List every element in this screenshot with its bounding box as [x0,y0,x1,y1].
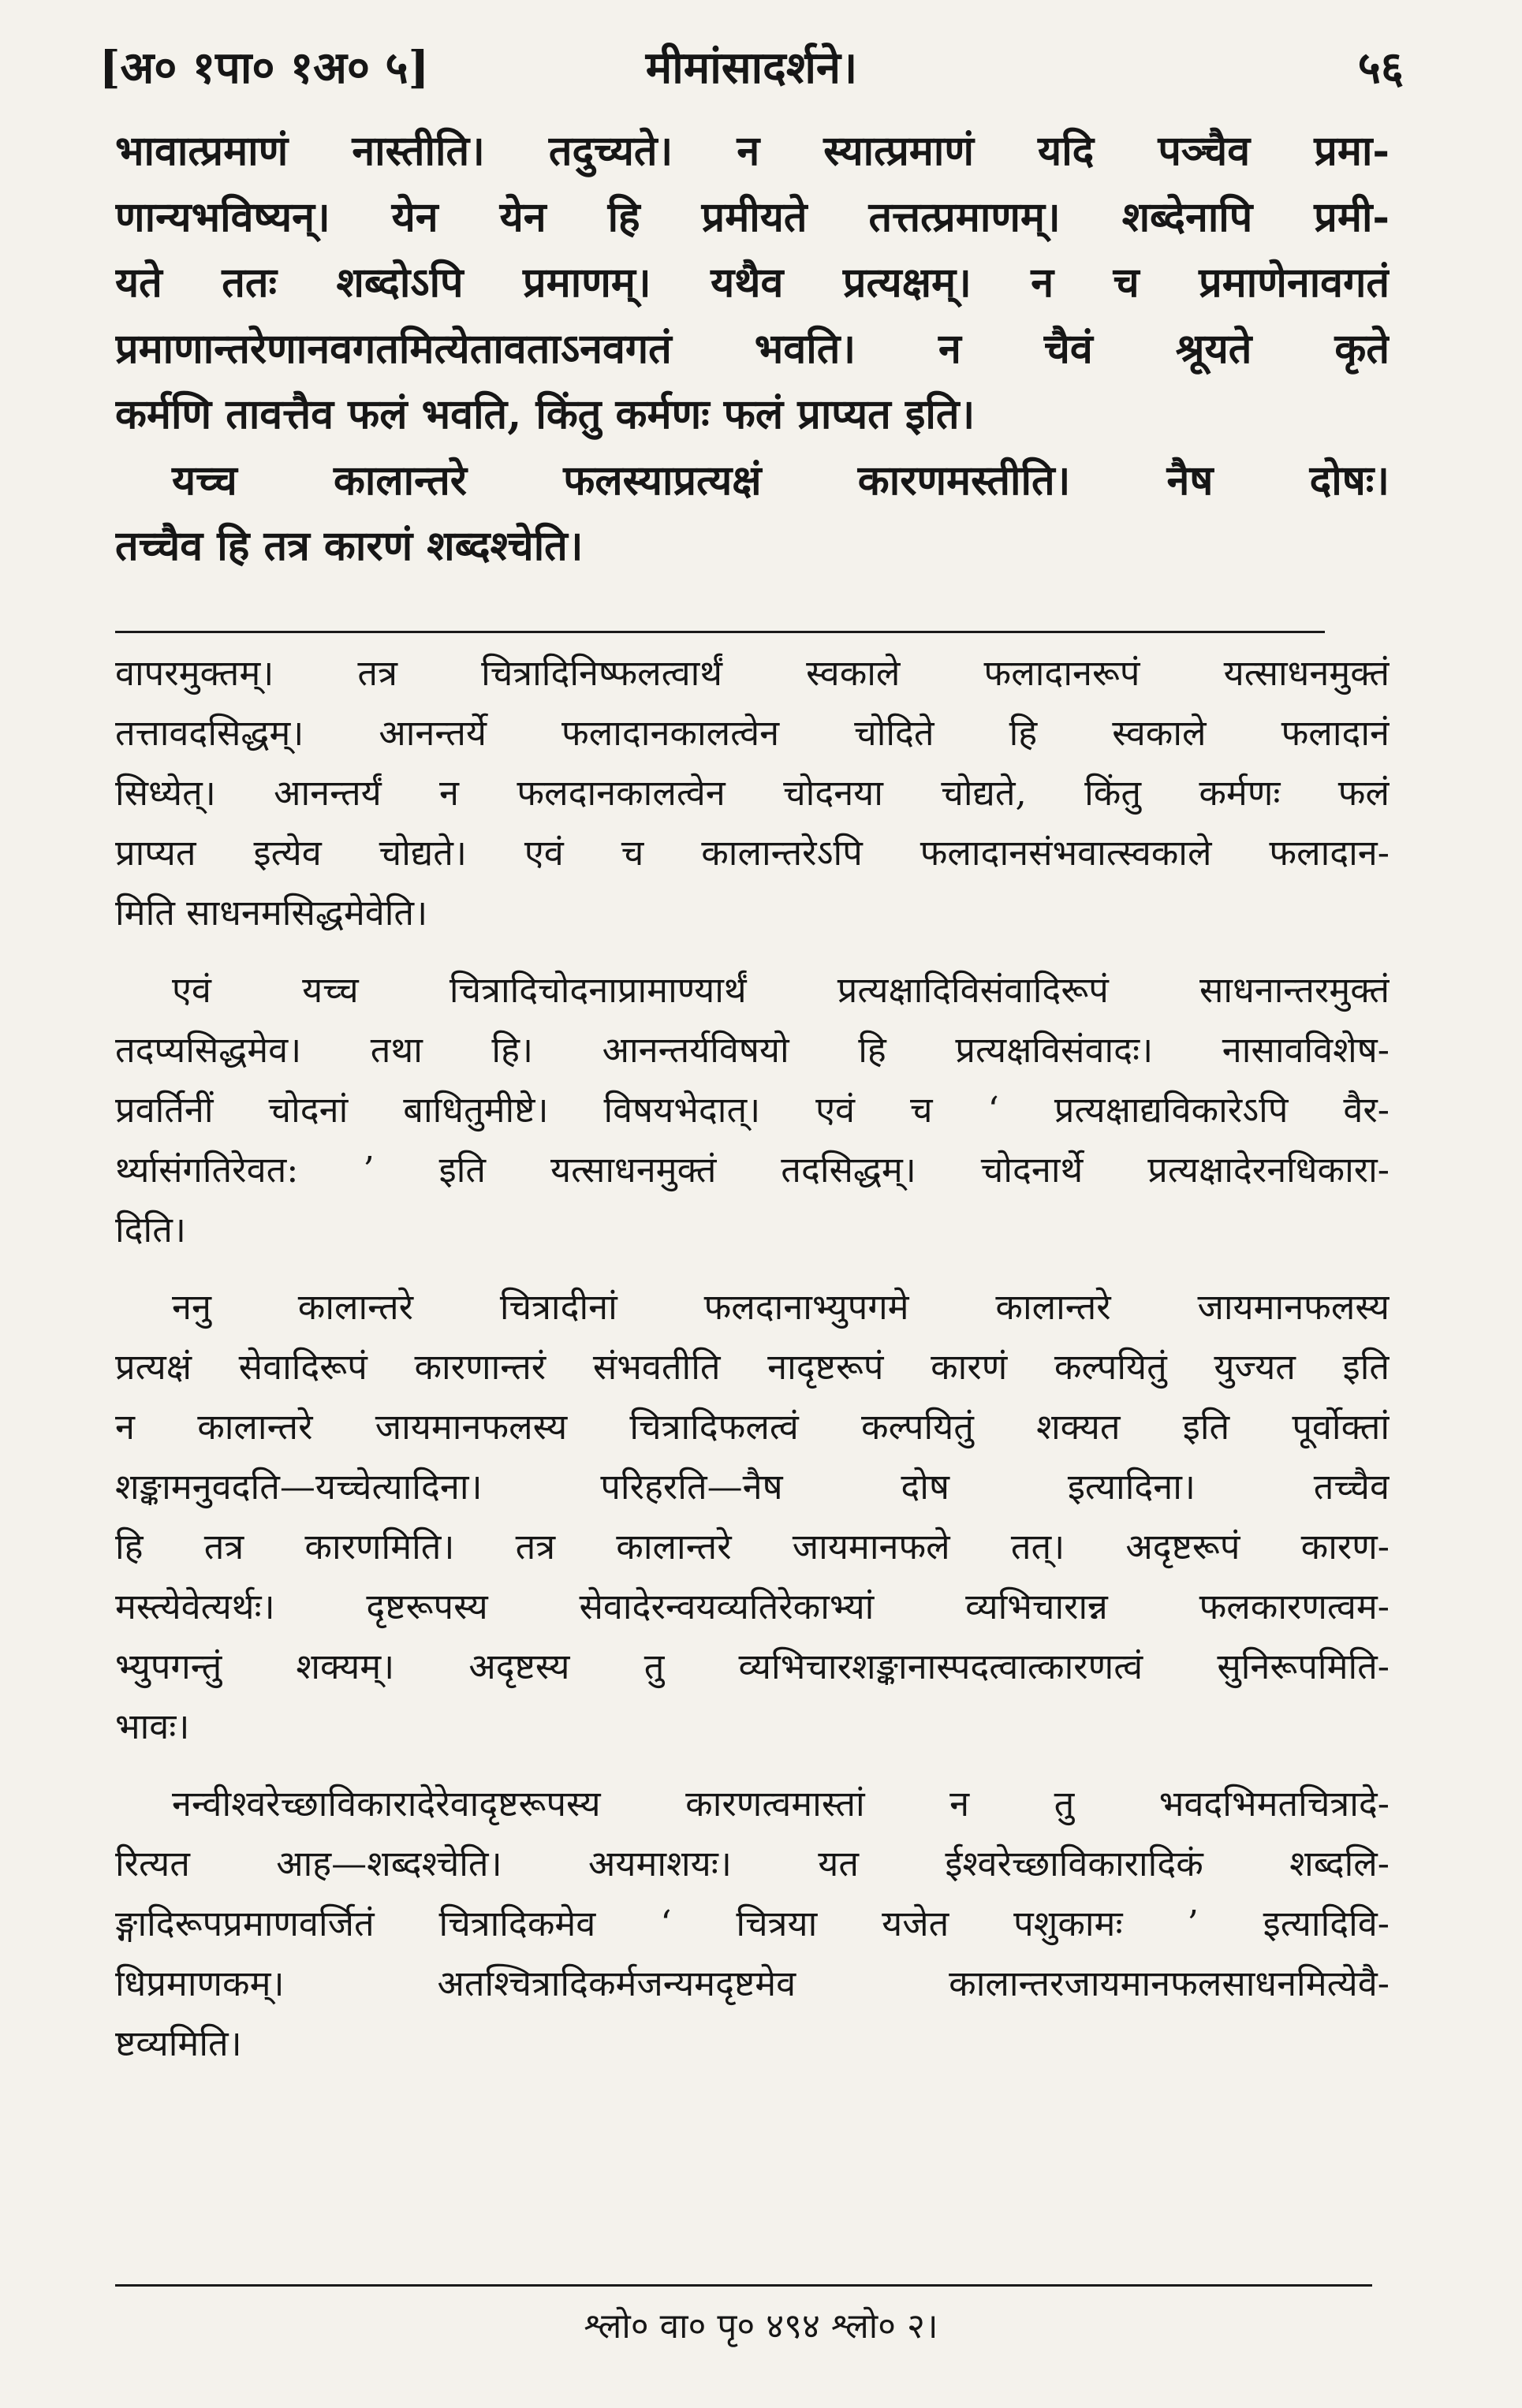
commentary-text [115,643,1390,2074]
footnote: श्लो० वा० पृ० ४९४ श्लो० २। [584,2306,938,2346]
footnote-divider [115,2284,1372,2287]
commentary-line: मस्त्येवेत्यर्थः। दृष्टरूपस्य सेवादेरन्वयव्यतिरेकाभ्यां व्यभिचारान्न फलकारणत्वम- [115,1586,1390,1627]
main-text [115,118,1390,580]
main-line: प्रमाणान्तरेणानवगतमित्येतावताऽनवगतं भवति। न चैवं श्रूयते कृते [115,324,1390,373]
page-header [99,28,1404,99]
commentary-line: तदप्यसिद्धमेव। तथा हि। आनन्तर्यविषयो हि प्रत्यक्षविसंवादः। नासावविशेष- [115,1029,1390,1071]
main-line: तच्चैव हि तत्र कारणं शब्दश्चेति। [115,522,584,570]
commentary-line: वापरमुक्तम्। तत्र चित्रादिनिष्फलत्वार्थं स्वकाले फलादानरूपं यत्साधनमुक्तं [115,652,1390,694]
main-line: णान्यभविष्यन्। येन येन हि प्रमीयते तत्तत्प्रमाणम्। शब्देनापि प्रमी- [115,192,1390,241]
main-line: भावात्प्रमाणं नास्तीति। तदुच्यते। न स्यात्प्रमाणं यदि पञ्चैव प्रमा- [115,127,1390,175]
main-line: यते ततः शब्दोऽपि प्रमाणम्। यथैव प्रत्यक्षम्। न च प्रमाणेनावगतं [115,259,1390,307]
section-divider [115,631,1325,633]
commentary-line: र्थ्यासंगतिरेवत: ’ इति यत्साधनमुक्तं तदसिद्धम्। चोदनार्थे प्रत्यक्षादेरनधिकारा- [115,1149,1390,1191]
main-line: कर्मणि तावत्तैव फलं भवति, किंतु कर्मणः फलं प्राप्यत इति। [115,390,975,438]
main-line: यच्च कालान्तरे फलस्याप्रत्यक्षं कारणमस्तीति। नैष दोषः। [172,456,1390,505]
commentary-line: नन्वीश्वरेच्छाविकारादेरेवादृष्टरूपस्य कारणत्वमास्तां न तु भवदभिमतचित्रादे- [172,1783,1390,1825]
commentary-line: सिध्येत्। आनन्तर्यं न फलदानकालत्वेन चोदनया चोद्यते, किंतु कर्मणः फलं [115,772,1390,814]
commentary-line: दिति। [115,1209,186,1251]
commentary-line: न कालान्तरे जायमानफलस्य चित्रादिफलत्वं कल्पयितुं शक्यत इति पूर्वोक्तां [115,1406,1390,1448]
commentary-line: एवं यच्च चित्रादिचोदनाप्रामाण्यार्थं प्रत्यक्षादिविसंवादिरूपं साधनान्तरमुक्तं [172,969,1390,1011]
commentary-line: ङ्गादिरूपप्रमाणवर्जितं चित्रादिकमेव ‘ चित्रया यजेत पशुकामः ’ इत्यादिवि- [115,1903,1390,1944]
section-reference: [अ० १पा० १अ० ५] [99,42,430,94]
commentary-line: मिति साधनमसिद्धमेवेति। [115,892,428,934]
commentary-line: ननु कालान्तरे चित्रादीनां फलदानाभ्युपगमे कालान्तरे जायमानफलस्य [172,1286,1390,1328]
commentary-line: धिप्रमाणकम्। अतश्चित्रादिकर्मजन्यमदृष्टमेव कालान्तरजायमानफलसाधनमित्येवै- [115,1963,1390,2004]
running-title: मीमांसादर्शने। [645,42,858,94]
commentary-line: प्रत्यक्षं सेवादिरूपं कारणान्तरं संभवतीति नादृष्टरूपं कारणं कल्पयितुं युज्यत इति [115,1346,1390,1388]
page-number: ५६ [1357,42,1404,94]
commentary-line: तत्तावदसिद्धम्। आनन्तर्ये फलादानकालत्वेन चोदिते हि स्वकाले फलादानं [115,712,1390,754]
commentary-line: प्राप्यत इत्येव चोद्यते। एवं च कालान्तरेऽपि फलादानसंभवात्स्वकाले फलादान- [115,832,1390,874]
commentary-line: शङ्कामनुवदति—यच्चेत्यादिना। परिहरति—नैष दोष इत्यादिना। तच्चैव [115,1466,1390,1508]
commentary-line: रित्यत आह—शब्दश्चेति। अयमाशयः। यत ईश्वरेच्छाविकारादिकं शब्दलि- [115,1843,1390,1884]
commentary-line: भ्युपगन्तुं शक्यम्। अदृष्टस्य तु व्यभिचारशङ्कानास्पदत्वात्कारणत्वं सुनिरूपमिति- [115,1646,1390,1687]
commentary-line: हि तत्र कारणमिति। तत्र कालान्तरे जायमानफले तत्। अदृष्टरूपं कारण- [115,1526,1390,1567]
commentary-line: प्रवर्तिनीं चोदनां बाधितुमीष्टे। विषयभेदात्। एवं च ‘ प्रत्यक्षाद्यविकारेऽपि वैर- [115,1089,1390,1131]
commentary-line: भावः। [115,1705,190,1747]
commentary-line: ष्टव्यमिति। [115,2022,242,2064]
